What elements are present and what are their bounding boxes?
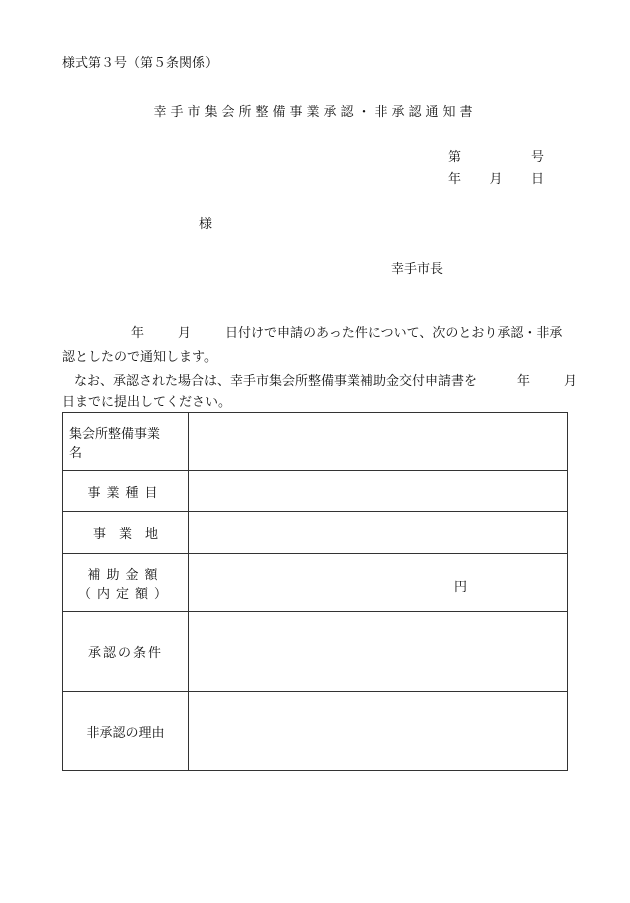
project-type-field[interactable] bbox=[189, 471, 568, 512]
number-dai-label: 第 bbox=[448, 150, 462, 165]
approval-conditions-label: 承認の条件 bbox=[63, 612, 189, 692]
subsidy-amount-field[interactable] bbox=[189, 554, 568, 612]
form-number: 様式第３号（第５条関係） bbox=[62, 56, 219, 71]
p1-text: 日付けで申請のあった件について、次のとおり承認・非承 bbox=[225, 326, 563, 341]
project-site-field[interactable] bbox=[189, 512, 568, 554]
body-paragraph-2-cont: 日までに提出してください。 bbox=[62, 395, 232, 410]
p1-month: 月 bbox=[178, 326, 192, 341]
table-row bbox=[63, 471, 568, 512]
p3-text: なお、承認された場合は、幸手市集会所整備事業補助金交付申請書を bbox=[74, 374, 478, 389]
document-date-line bbox=[448, 168, 544, 187]
project-site-label: 事 業 地 bbox=[63, 512, 189, 554]
body-paragraph-2 bbox=[74, 370, 577, 389]
details-table bbox=[62, 412, 568, 771]
number-go-label: 号 bbox=[530, 150, 544, 165]
date-day-label: 日 bbox=[530, 172, 544, 187]
rejection-reason-label: 非承認の理由 bbox=[63, 692, 189, 771]
document-number-line bbox=[448, 146, 544, 165]
body-paragraph-1 bbox=[131, 322, 562, 341]
table-row bbox=[63, 612, 568, 692]
p3-month: 月 bbox=[564, 374, 578, 389]
addressee-suffix: 様 bbox=[199, 217, 213, 232]
rejection-reason-field[interactable] bbox=[189, 692, 568, 771]
project-name-field[interactable] bbox=[189, 413, 568, 471]
project-type-label: 事業種目 bbox=[63, 471, 189, 512]
date-year-label: 年 bbox=[448, 172, 462, 187]
body-paragraph-1-cont: 認としたので通知します。 bbox=[62, 350, 217, 365]
issuer-name: 幸手市長 bbox=[391, 262, 444, 277]
project-name-label: 集会所整備事業 名 bbox=[63, 413, 189, 471]
subsidy-amount-label: 補助金額 （内定額） bbox=[63, 554, 189, 612]
table-row bbox=[63, 512, 568, 554]
date-month-label: 月 bbox=[489, 172, 503, 187]
approval-conditions-field[interactable] bbox=[189, 612, 568, 692]
p3-year: 年 bbox=[517, 374, 531, 389]
yen-unit: 円 bbox=[454, 580, 468, 595]
document-title: 幸手市集会所整備事業承認・非承認通知書 bbox=[153, 105, 477, 120]
table-row bbox=[63, 554, 568, 612]
table-row bbox=[63, 413, 568, 471]
table-row bbox=[63, 692, 568, 771]
p1-year: 年 bbox=[131, 326, 145, 341]
